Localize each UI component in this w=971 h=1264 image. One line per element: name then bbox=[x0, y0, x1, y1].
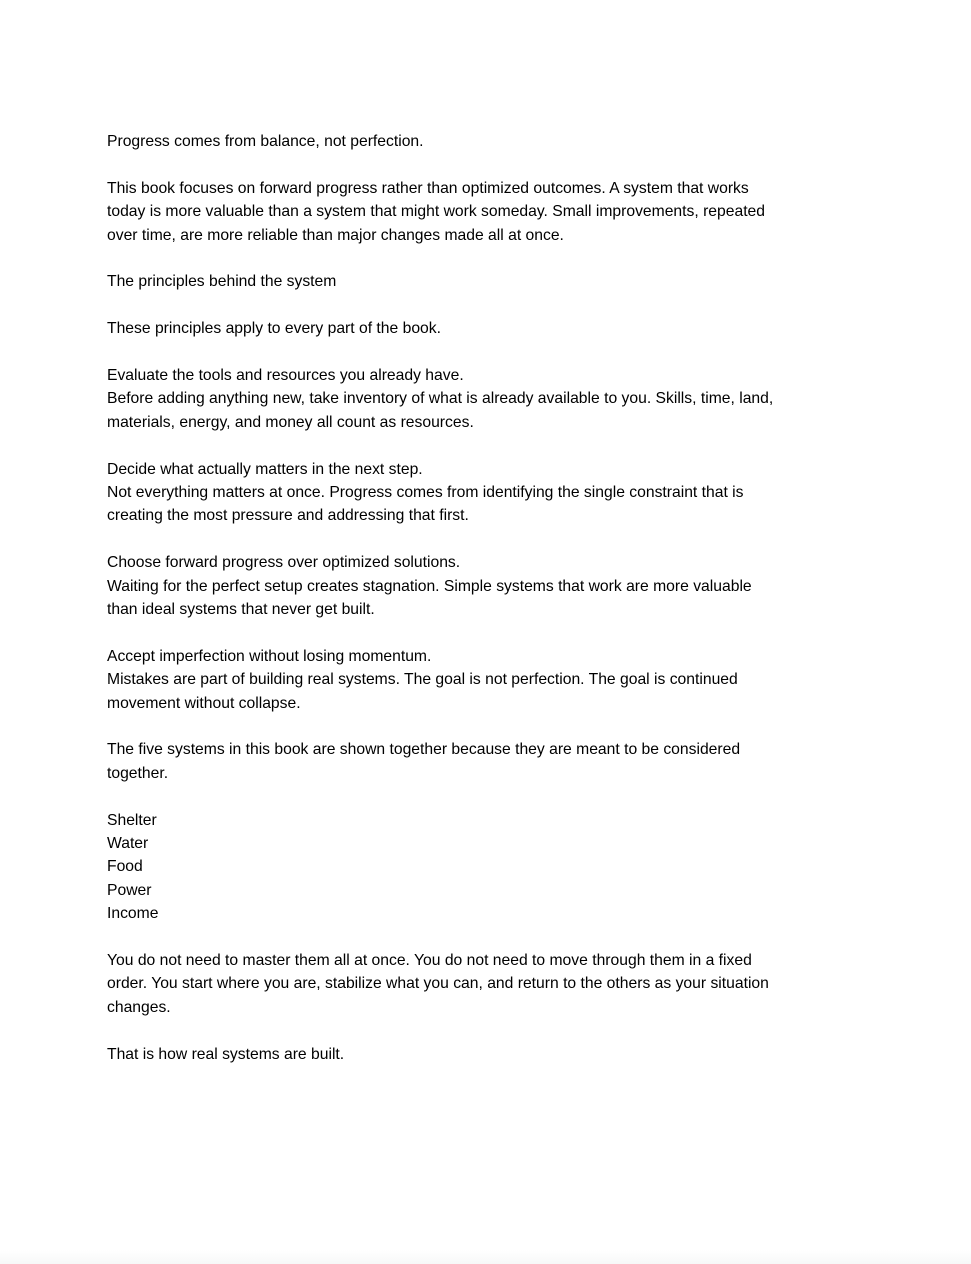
paragraph bbox=[107, 738, 867, 785]
text-line: today is more valuable than a system that might work someday. Small improvements, repeated bbox=[107, 203, 766, 221]
text-line: Income bbox=[107, 905, 159, 923]
text-line: Before adding anything new, take inventory of what is already available to you. Skills, time, land, bbox=[107, 390, 774, 408]
document-body-text bbox=[107, 130, 867, 1066]
text-line: materials, energy, and money all count as resources. bbox=[107, 413, 474, 431]
text-line: That is how real systems are built. bbox=[107, 1045, 345, 1063]
text-line: Not everything matters at once. Progress comes from identifying the single constraint that is bbox=[107, 484, 744, 502]
text-line: over time, are more reliable than major changes made all at once. bbox=[107, 226, 564, 244]
paragraph bbox=[107, 1043, 867, 1066]
text-line: creating the most pressure and addressing that first. bbox=[107, 507, 469, 525]
text-line: together. bbox=[107, 764, 169, 782]
page-bottom-shade bbox=[0, 1250, 971, 1264]
text-line: You do not need to master them all at once. You do not need to move through them in a fixed bbox=[107, 952, 752, 970]
paragraph bbox=[107, 551, 867, 621]
paragraph bbox=[107, 317, 867, 340]
text-line: Shelter bbox=[107, 811, 157, 829]
text-line: Food bbox=[107, 858, 143, 876]
text-line: These principles apply to every part of the book. bbox=[107, 320, 441, 338]
text-line: Choose forward progress over optimized solutions. bbox=[107, 554, 461, 572]
text-line: Mistakes are part of building real systems. The goal is not perfection. The goal is continued bbox=[107, 671, 738, 689]
paragraph bbox=[107, 364, 867, 434]
text-line: Progress comes from balance, not perfection. bbox=[107, 133, 424, 150]
text-line: Decide what actually matters in the next step. bbox=[107, 460, 423, 478]
text-line: This book focuses on forward progress rather than optimized outcomes. A system that works bbox=[107, 179, 749, 197]
text-line: The five systems in this book are shown together because they are meant to be considered bbox=[107, 741, 741, 759]
text-line: movement without collapse. bbox=[107, 694, 301, 712]
text-line: Evaluate the tools and resources you already have. bbox=[107, 367, 464, 384]
paragraph bbox=[107, 809, 867, 926]
text-line: changes. bbox=[107, 998, 171, 1016]
text-line: The principles behind the system bbox=[107, 273, 337, 291]
paragraph bbox=[107, 949, 867, 1019]
paragraph bbox=[107, 177, 867, 247]
paragraph bbox=[107, 458, 867, 528]
text-line: than ideal systems that never get built. bbox=[107, 601, 375, 619]
text-line: Water bbox=[107, 835, 149, 853]
text-line: Waiting for the perfect setup creates stagnation. Simple systems that work are more valuable bbox=[107, 577, 752, 595]
text-line: Power bbox=[107, 881, 152, 899]
paragraph bbox=[107, 645, 867, 715]
paragraph bbox=[107, 130, 867, 153]
paragraph bbox=[107, 270, 867, 293]
text-line: Accept imperfection without losing momentum. bbox=[107, 647, 432, 665]
text-line: order. You start where you are, stabilize what you can, and return to the others as your situation bbox=[107, 975, 769, 993]
